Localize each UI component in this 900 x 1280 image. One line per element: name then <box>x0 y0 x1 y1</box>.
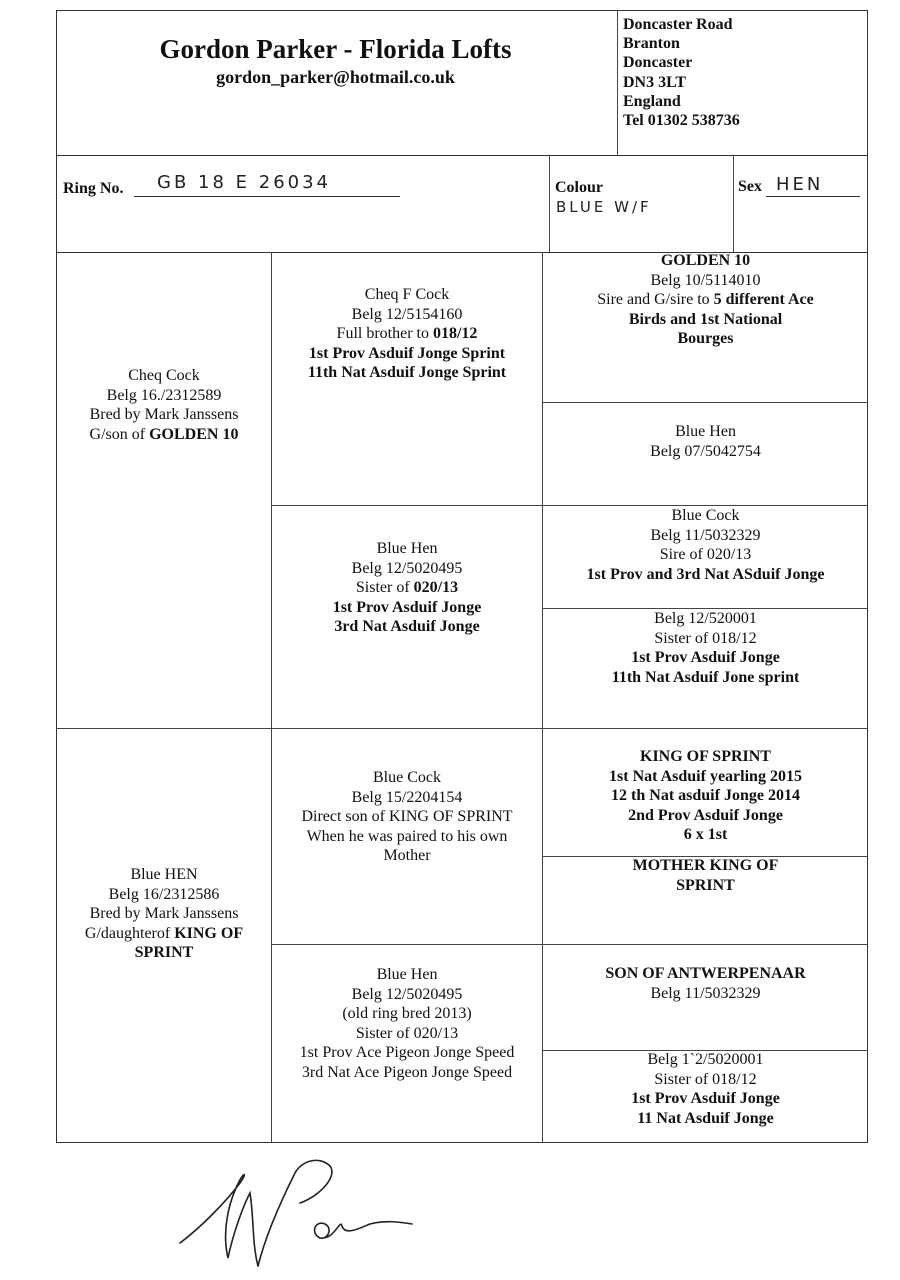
result-line: Birds and 1st National <box>628 310 783 328</box>
result-line: 1st Prov Asduif Jonge <box>631 649 780 666</box>
result-line: 1st Prov Asduif Jonge <box>631 1090 780 1107</box>
breeder-email: gordon_parker@hotmail.co.uk <box>216 67 455 87</box>
relation-note: Sister of 018/12 <box>654 1070 757 1088</box>
ring-number: Belg 11/5032329 <box>650 984 761 1002</box>
ring-label: Ring No. <box>63 180 124 197</box>
pigeon-name: Blue HEN <box>130 866 198 883</box>
relation-note: Sire of 020/13 <box>659 546 752 563</box>
address-line: Branton <box>623 35 680 53</box>
address-line: Doncaster Road <box>623 16 733 33</box>
result-line: 11th Nat Asduif Jone sprint <box>611 668 800 686</box>
pigeon-name: SON OF ANTWERPENAAR <box>605 965 806 982</box>
result-line: 11 Nat Asduif Jonge <box>637 1109 774 1127</box>
relation-note: Sister of 020/13 <box>355 1024 459 1042</box>
pigeon-name: GOLDEN 10 <box>660 252 751 269</box>
result-line: 2nd Prov Asduif Jonge <box>628 806 783 824</box>
address-block <box>623 15 740 130</box>
address-line: England <box>623 92 681 110</box>
ssd-cell <box>543 422 868 461</box>
relation-note: Mother <box>383 847 431 864</box>
dss-cell <box>543 747 868 845</box>
breeder-name: Gordon Parker - Florida Lofts <box>159 34 512 64</box>
details-divider-1 <box>549 155 550 253</box>
pigeon-name: Blue Hen <box>675 423 736 440</box>
ring-number: Belg 12/5020495 <box>351 985 463 1003</box>
result-line: 3rd Nat Asduif Jonge <box>334 618 480 635</box>
pigeon-name: MOTHER KING OF <box>632 857 779 874</box>
pigeon-name-cont: SPRINT <box>676 876 735 894</box>
ring-underline <box>134 196 400 197</box>
ring-number: Belg 12/520001 <box>654 610 757 627</box>
ring-number: Belg 11/5032329 <box>650 526 761 544</box>
relation-note: Sister of 020/13 <box>355 579 459 596</box>
sire-dam-cell <box>272 539 542 637</box>
ring-number: Belg 12/5020495 <box>351 559 463 577</box>
dam-cell <box>57 865 271 963</box>
relation-note: (old ring bred 2013) <box>342 1005 472 1022</box>
result-line: 1st Prov Asduif Jonge Sprint <box>308 344 506 362</box>
header-divider <box>617 10 618 156</box>
breeder-note: Bred by Mark Janssens <box>89 406 239 423</box>
pigeon-name: KING OF SPRINT <box>640 748 771 765</box>
sdd-cell <box>543 609 868 687</box>
address-line: DN3 3LT <box>623 73 686 91</box>
phone-line: Tel 01302 538736 <box>623 112 740 130</box>
pigeon-name: Cheq Cock <box>128 367 200 384</box>
ddd-cell <box>543 1050 868 1128</box>
lineage-note: G/daughterof KING OF <box>84 924 244 942</box>
ring-number-value: GB 18 E 26034 <box>157 172 331 193</box>
dam-sire-cell <box>272 768 542 866</box>
ring-number: Belg 07/5042754 <box>650 442 761 460</box>
colour-value: BLUE W/F <box>556 198 652 216</box>
colour-label: Colour <box>555 179 603 196</box>
details-divider-2 <box>733 155 734 253</box>
sex-underline <box>766 196 860 197</box>
sds-cell <box>543 506 868 584</box>
pigeon-name: Blue Cock <box>373 769 441 786</box>
ring-number: Belg 16/2312586 <box>108 885 220 903</box>
result-line: 6 x 1st <box>683 826 728 843</box>
sss-cell <box>543 251 868 349</box>
breeder-note: Bred by Mark Janssens <box>89 905 239 922</box>
relation-note: Direct son of KING OF SPRINT <box>301 808 513 825</box>
relation-note: Sire and G/sire to 5 different Ace <box>597 291 814 308</box>
pigeon-name: Blue Cock <box>671 507 740 524</box>
sire-sire-cell <box>272 285 542 383</box>
lineage-note: G/son of GOLDEN 10 <box>89 425 239 443</box>
result-line: 1st Prov Asduif Jonge <box>332 598 482 616</box>
relation-note: Sister of 018/12 <box>654 629 757 647</box>
details-box <box>56 155 868 253</box>
dsd-cell <box>543 856 868 895</box>
result-line: 3rd Nat Ace Pigeon Jonge Speed <box>301 1063 513 1081</box>
grid-row-c <box>542 402 868 403</box>
relation-note: When he was paired to his own <box>306 827 508 845</box>
lineage-note-cont: SPRINT <box>134 944 194 961</box>
ring-number: Belg 16./2312589 <box>106 386 222 404</box>
grid-col-2 <box>542 252 543 1143</box>
ring-number: Belg 10/5114010 <box>650 271 761 289</box>
result-line: 11th Nat Asduif Jonge Sprint <box>307 364 507 381</box>
result-line: 1st Prov and 3rd Nat ASduif Jonge <box>586 565 825 583</box>
header-title-block <box>58 34 613 88</box>
address-line: Doncaster <box>623 54 693 72</box>
grid-mid <box>56 728 868 729</box>
signature <box>170 1148 430 1278</box>
grid-row-b <box>271 944 868 945</box>
result-line: 1st Nat Asduif yearling 2015 <box>609 767 802 785</box>
pigeon-name: Blue Hen <box>376 540 438 557</box>
dds-cell <box>543 964 868 1003</box>
result-line: 1st Prov Ace Pigeon Jonge Speed <box>299 1044 515 1061</box>
result-line: Bourges <box>677 330 734 347</box>
ring-number: Belg 12/5154160 <box>351 305 463 323</box>
result-line: 12 th Nat asduif Jonge 2014 <box>611 787 800 804</box>
sex-label: Sex <box>738 178 762 195</box>
dam-dam-cell <box>272 965 542 1082</box>
ring-number: Belg 15/2204154 <box>351 788 463 806</box>
pigeon-name: Cheq F Cock <box>364 286 450 303</box>
sex-value: HEN <box>776 174 824 195</box>
relation-note: Full brother to 018/12 <box>336 325 478 342</box>
ring-number: Belg 1`2/5020001 <box>647 1051 764 1068</box>
sire-cell <box>57 366 271 444</box>
pigeon-name: Blue Hen <box>376 966 438 983</box>
